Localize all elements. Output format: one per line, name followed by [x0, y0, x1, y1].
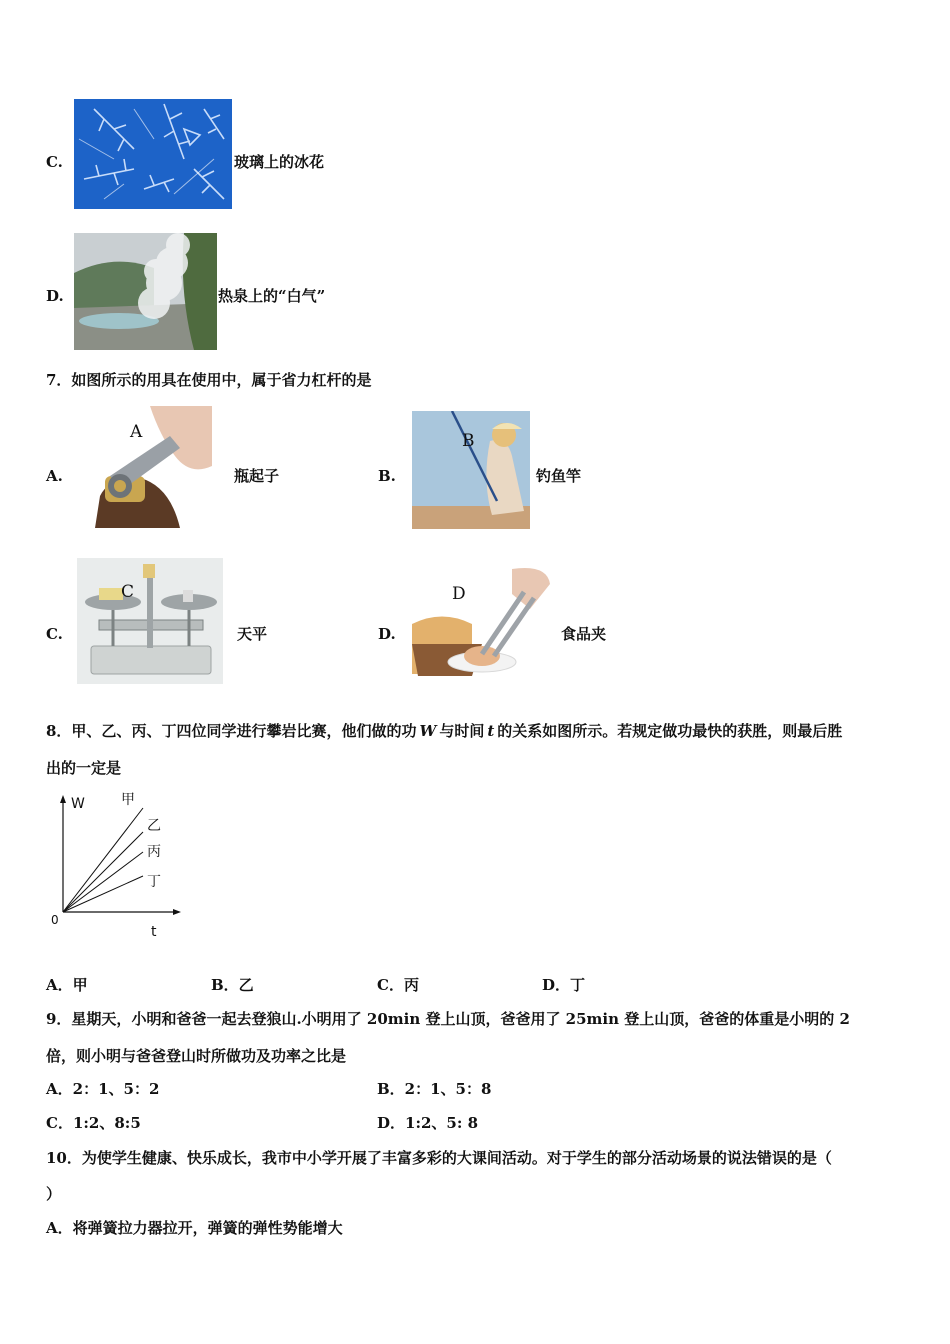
q6-option-c-letter: C. — [46, 153, 63, 171]
x-axis-arrow — [173, 909, 181, 915]
q7-option-b-letter: B. — [378, 467, 396, 485]
series-label-1: 甲 — [121, 792, 135, 808]
q7-option-c-label: 天平 — [237, 625, 268, 643]
series-line-2 — [63, 832, 143, 912]
q7-option-d-mark: D — [452, 584, 466, 604]
food-tongs-image — [412, 564, 552, 682]
q8-stem-part3: 的关系如图所示。若规定做功最快的获胜，则最后胜 — [497, 722, 843, 740]
bottle-opener-image — [80, 406, 212, 528]
q9-option-c[interactable]: C．1:2、8:5 — [46, 1114, 141, 1132]
y-axis-label: W — [71, 796, 85, 812]
hot-spring-image — [74, 233, 217, 350]
q8-var-t: t — [487, 722, 495, 740]
q10-stem-line1: 10．为使学生健康、快乐成长，我市中小学开展了丰富多彩的大课间活动。对于学生的部分活动场景的说法错误的是（ — [46, 1149, 832, 1167]
q9-option-d[interactable]: D．1:2、5: 8 — [377, 1114, 479, 1132]
q8-stem-part2: 与时间 — [439, 722, 485, 740]
work-time-chart — [45, 790, 195, 940]
series-label-2: 乙 — [147, 818, 161, 834]
balance-scale-image — [77, 558, 223, 684]
q8-option-d[interactable]: D．丁 — [542, 976, 586, 994]
series-line-3 — [63, 852, 143, 912]
q8-stem-part1: 8．甲、乙、丙、丁四位同学进行攀岩比赛，他们做的功 — [46, 722, 417, 740]
y-axis-arrow — [60, 795, 66, 803]
q7-option-a-mark: A — [130, 422, 143, 442]
q7-option-d-letter: D. — [378, 625, 396, 643]
x-axis-label: t — [151, 924, 157, 940]
q9-option-b[interactable]: B．2：1、5：8 — [377, 1080, 492, 1098]
q7-option-b-mark: B — [462, 431, 475, 451]
q8-option-c[interactable]: C．丙 — [377, 976, 419, 994]
q10-stem-line2: ） — [46, 1185, 62, 1203]
q8-stem-line1 — [46, 721, 842, 741]
q10-option-a[interactable]: A．将弹簧拉力器拉开，弹簧的弹性势能增大 — [46, 1219, 343, 1237]
q9-stem-line1: 9．星期天，小明和爸爸一起去登狼山.小明用了 20min 登上山顶，爸爸用了 25min 登上山顶，爸爸的体重是小明的 2 — [46, 1010, 850, 1028]
q7-option-c-letter: C. — [46, 625, 63, 643]
q6-option-d-letter: D. — [46, 287, 64, 305]
q8-option-a[interactable]: A．甲 — [46, 976, 88, 994]
q7-option-a-label: 瓶起子 — [234, 467, 280, 485]
q7-option-b-label: 钓鱼竿 — [536, 467, 582, 485]
q8-var-w: W — [419, 722, 437, 740]
q7-option-c-mark: C — [121, 582, 135, 602]
q6-option-d-text: 热泉上的“白气” — [218, 287, 326, 305]
series-line-1 — [63, 808, 143, 912]
q9-stem-line2: 倍，则小明与爸爸登山时所做功及功率之比是 — [46, 1047, 347, 1065]
q7-option-a-letter: A. — [46, 467, 63, 485]
fishing-rod-image — [412, 411, 530, 529]
q7-stem: 7．如图所示的用具在使用中，属于省力杠杆的是 — [46, 371, 372, 389]
q7-option-d-label: 食品夹 — [561, 625, 607, 643]
q8-stem-line2: 出的一定是 — [46, 759, 122, 777]
series-label-4: 丁 — [147, 874, 161, 890]
q6-option-c-text: 玻璃上的冰花 — [234, 153, 325, 171]
series-label-3: 丙 — [147, 844, 161, 860]
q8-option-b[interactable]: B．乙 — [211, 976, 254, 994]
q9-option-a[interactable]: A．2：1、5：2 — [46, 1080, 160, 1098]
ice-flower-image — [74, 99, 232, 209]
origin-label: 0 — [51, 913, 59, 927]
